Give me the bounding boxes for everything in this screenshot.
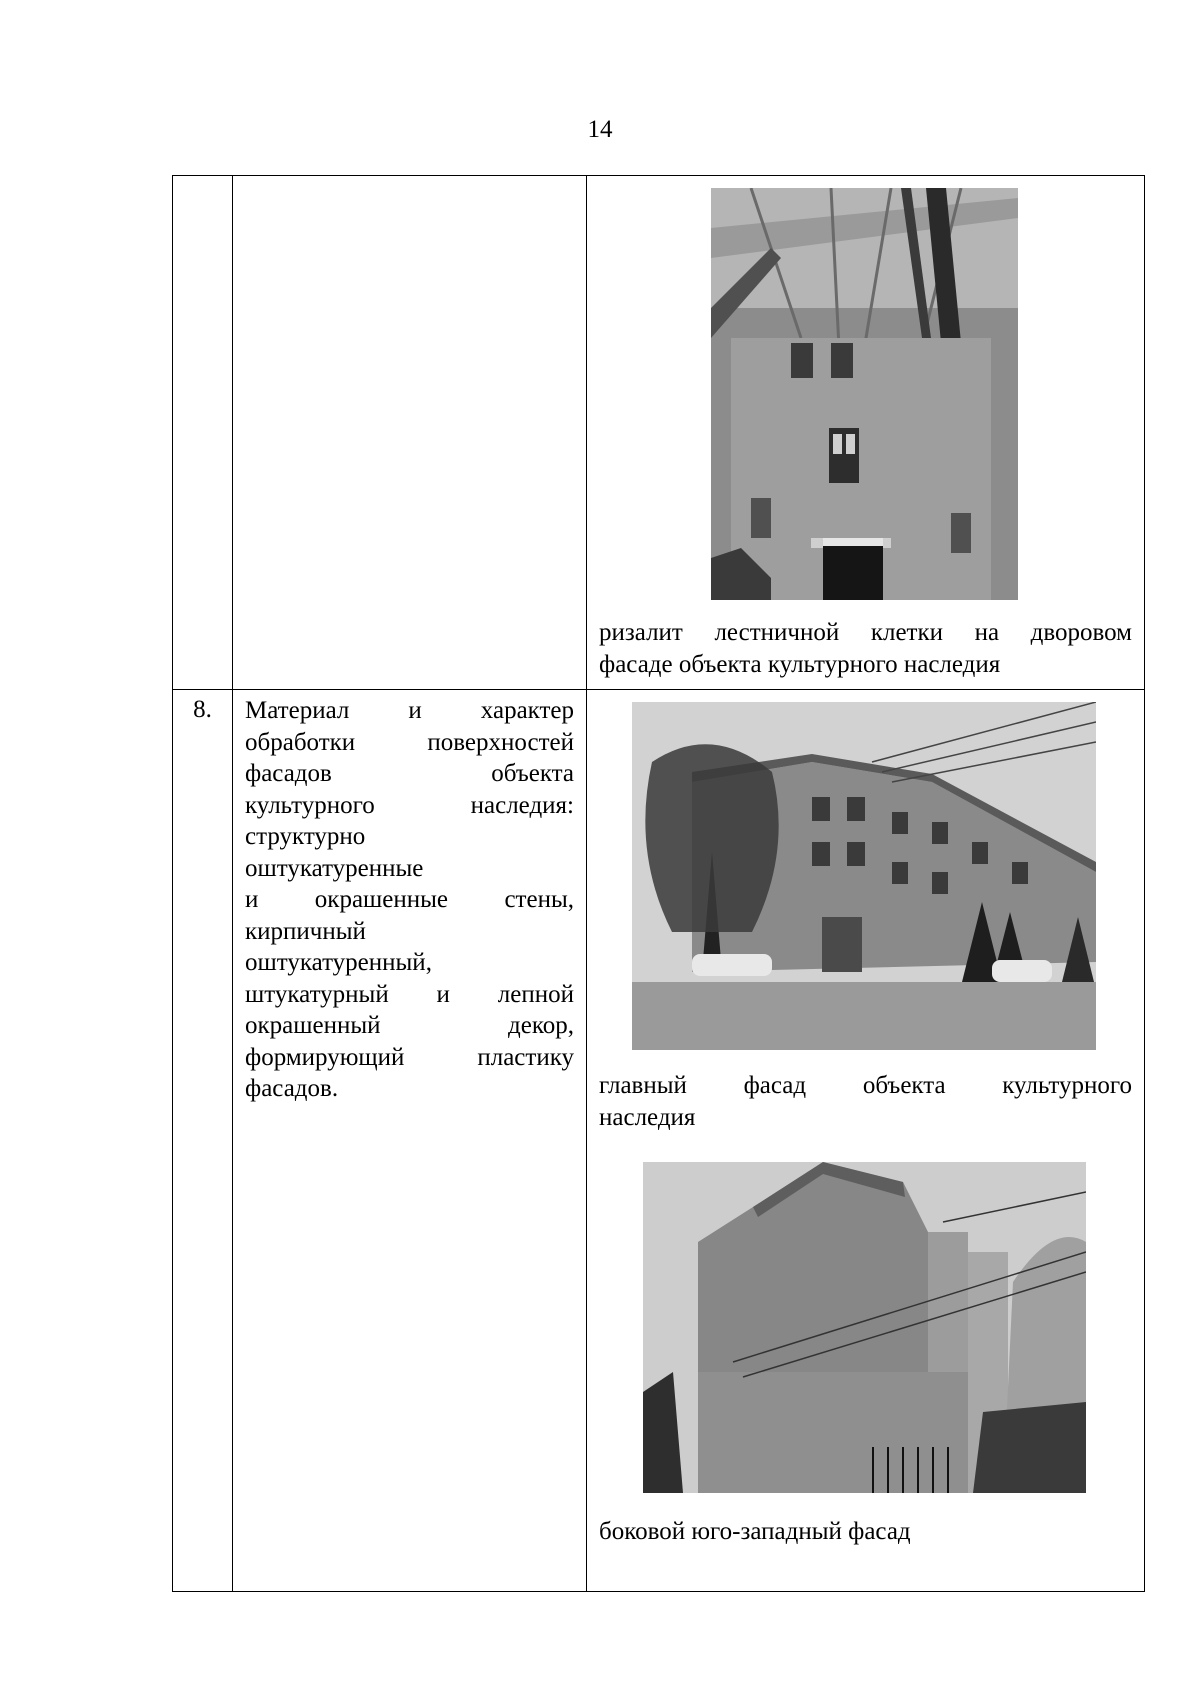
caption-side-facade (599, 1516, 1132, 1548)
southwest-side-facade-photo (643, 1162, 1086, 1493)
description-line: культурного наследия: (245, 791, 574, 819)
description-line: штукатурный и лепной (245, 980, 574, 1008)
caption-line: ризалит лестничной клетки на дворовом (599, 619, 1132, 646)
table-row-continuation (173, 176, 1145, 690)
courtyard-risalit-photo (711, 188, 1018, 600)
description-line: обработки поверхностей (245, 728, 574, 756)
main-facade-photo (632, 702, 1096, 1050)
description-line: и окрашенные стены, (245, 886, 574, 913)
facade-table (172, 175, 1145, 1592)
row-image-cell (587, 690, 1145, 1592)
row-description-cell (233, 690, 587, 1592)
description-line: оштукатуренные (245, 854, 424, 882)
caption-line: боковой юго-западный фасад (599, 1518, 911, 1545)
description-line: фасадов объекта (245, 760, 574, 787)
caption-line: фасаде объекта культурного наследия (599, 650, 1001, 678)
row-description-cell (233, 176, 587, 690)
description-line: окрашенный декор, (245, 1012, 574, 1039)
caption-line: наследия (599, 1103, 696, 1131)
description-line: Материал и характер (245, 697, 574, 724)
caption-line: главный фасад объекта культурного (599, 1072, 1132, 1099)
caption-courtyard-risalit (599, 617, 1132, 680)
table-row-8 (173, 690, 1145, 1592)
description-line: кирпичный (245, 917, 366, 945)
description-line: формирующий пластику (245, 1043, 574, 1071)
row-image-cell (587, 176, 1145, 690)
row-number-cell: 8. (173, 690, 233, 1592)
row-number-cell (173, 176, 233, 690)
page-number: 14 (587, 116, 613, 143)
description-line: структурно (245, 823, 366, 850)
description-line: оштукатуренный, (245, 949, 432, 976)
caption-main-facade (599, 1070, 1132, 1133)
description-line: фасадов. (245, 1075, 339, 1102)
